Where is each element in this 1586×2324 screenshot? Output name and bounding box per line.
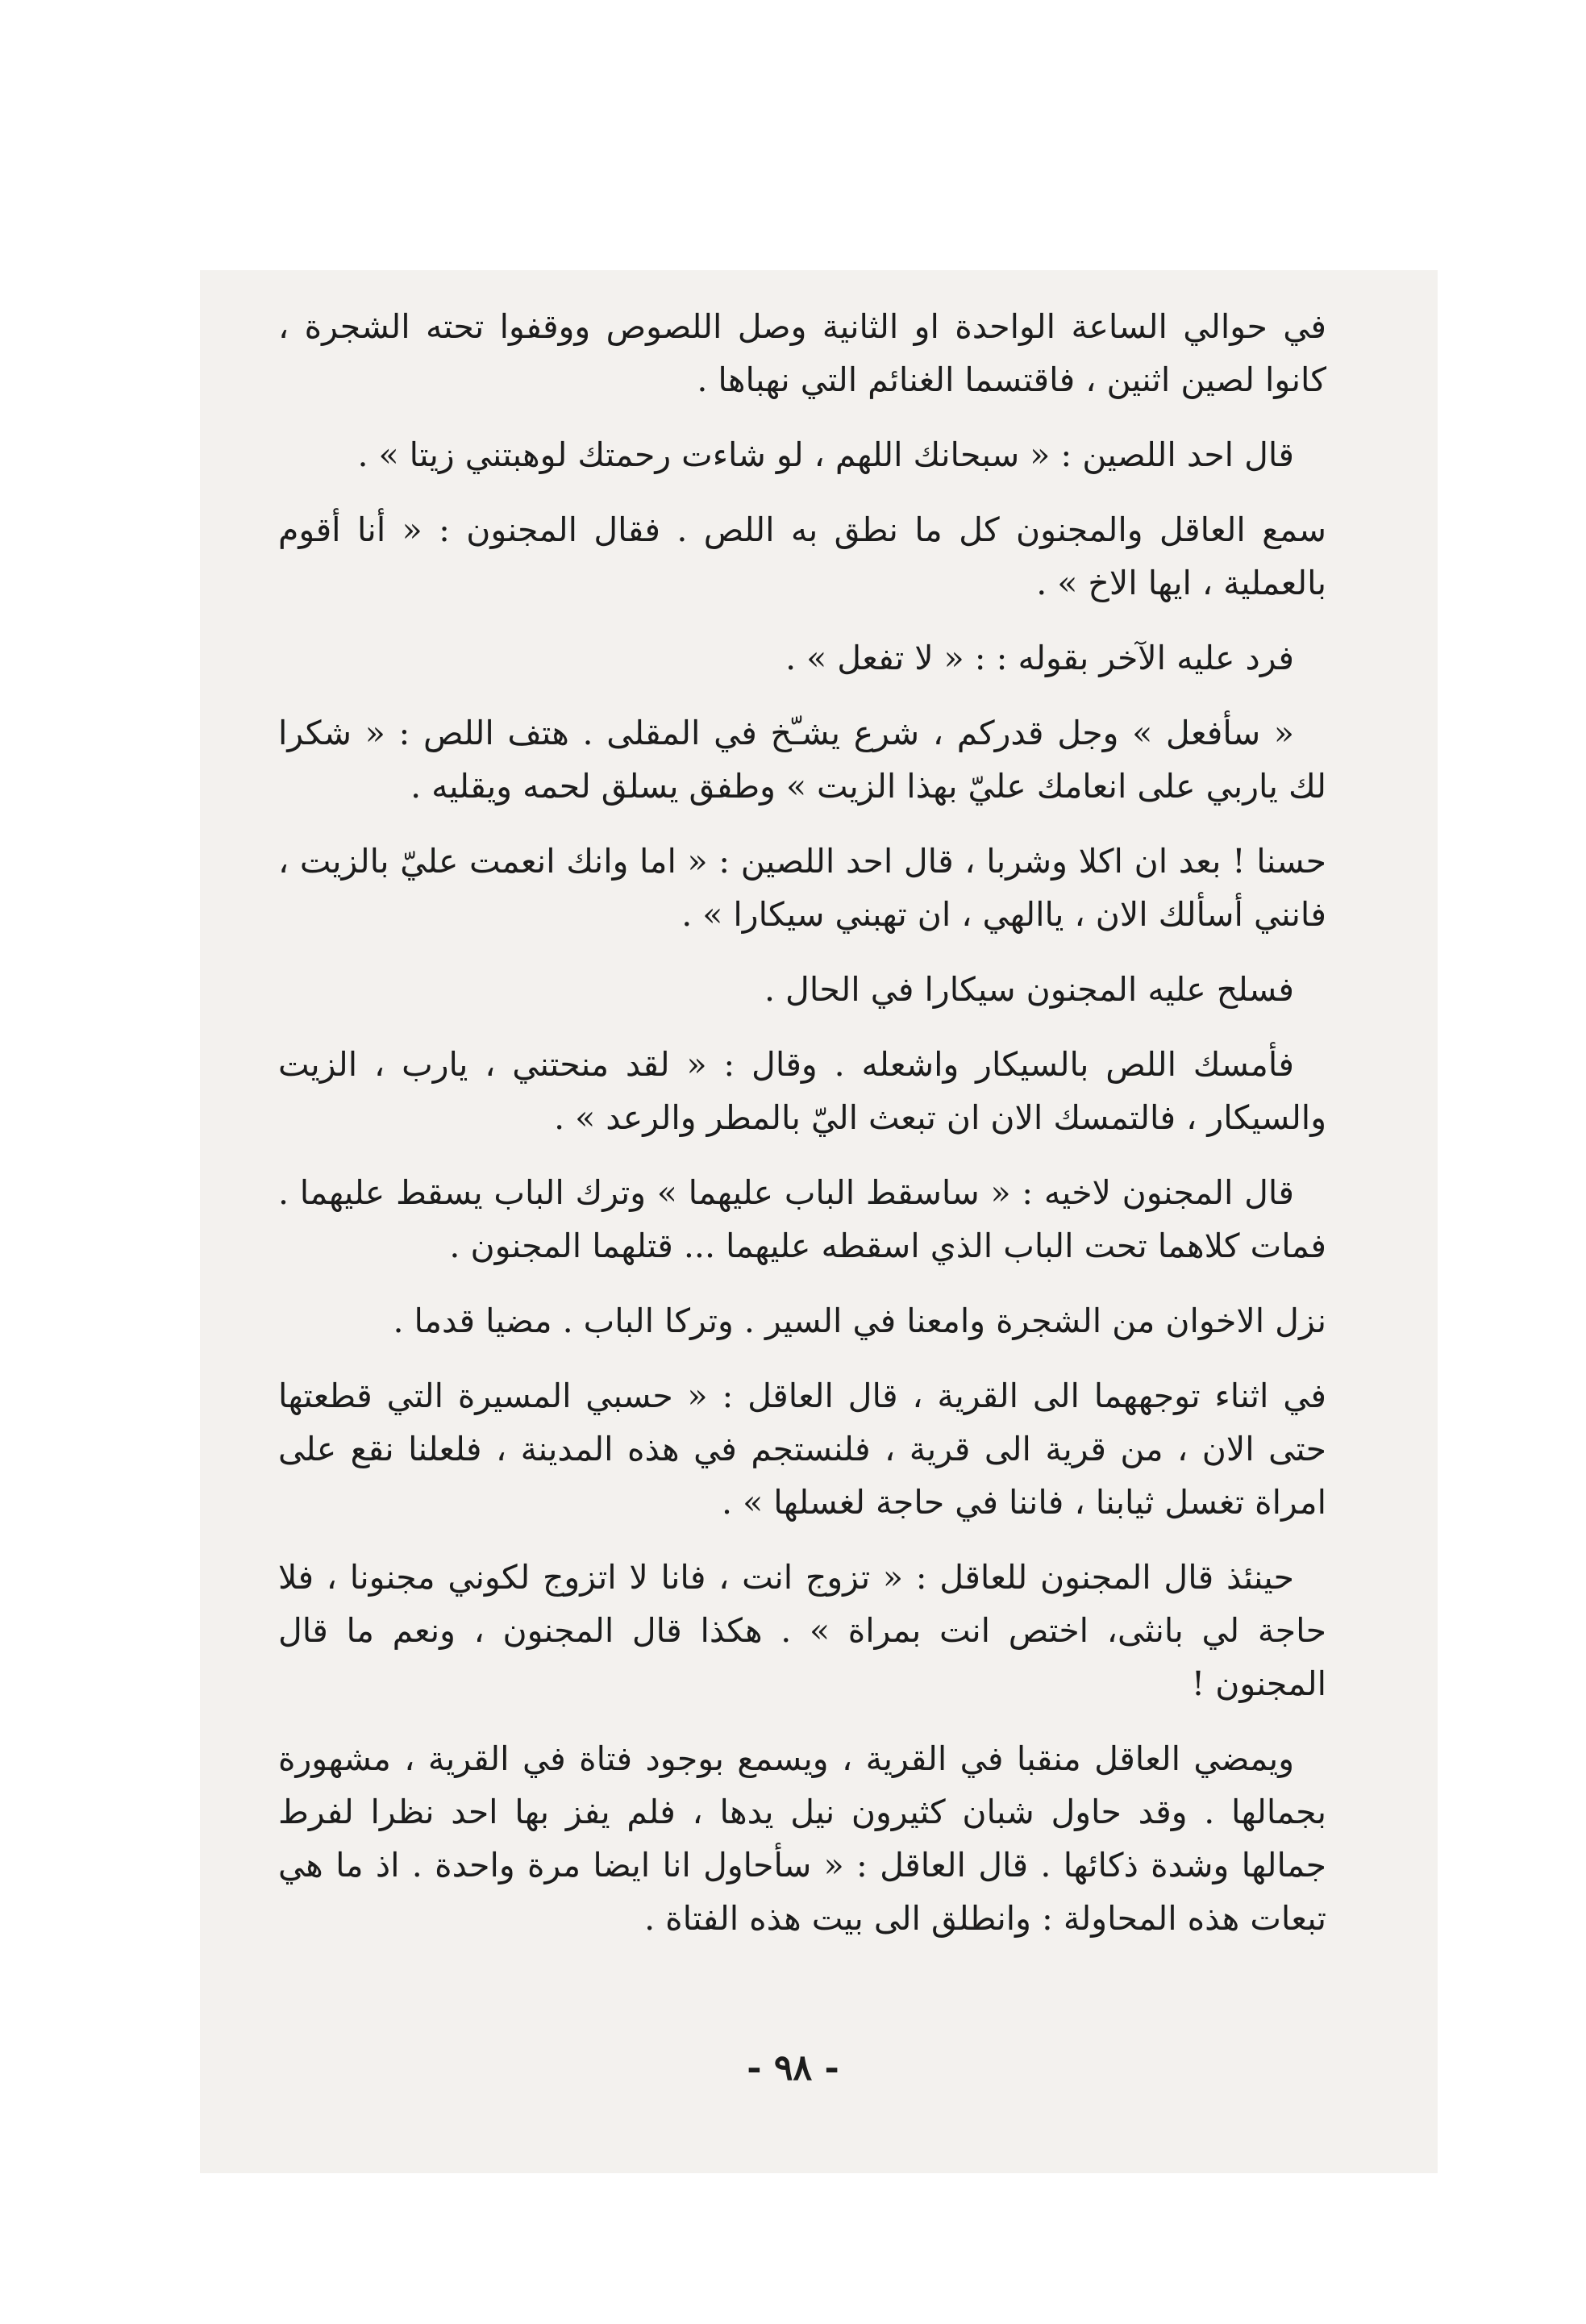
paragraph-9: قال المجنون لاخيه : « ساسقط الباب عليهما » وترك الباب يسقط عليهما . فمات كلاهما تحت الباب الذي اسقطه عليهما ... قتلهما المجنون . <box>278 1173 1326 1265</box>
paragraph-11: في اثناء توجههما الى القرية ، قال العاقل : « حسبي المسيرة التي قطعتها حتى الان ، من قرية الى قرية ، فلنستجم في هذه المدينة ، فلعلنا نقع على امراة تغسل ثيابنا ، فاننا في حاجة لغسلها » . <box>278 1376 1326 1522</box>
paragraph-4: فرد عليه الآخر بقوله : : « لا تفعل » . <box>785 639 1294 677</box>
page-number: - ٩٨ - <box>747 2047 839 2089</box>
paragraph-5: « سأفعل » وجل قدركم ، شرع يشـّخ في المقلى . هتف اللص : « شكرا لك ياربي على انعامك عليّ بهذا الزيت » وطفق يسلق لحمه ويقليه . <box>278 714 1326 806</box>
paragraph-2: قال احد اللصين : « سبحانك اللهم ، لو شاءت رحمتك لوهبتني زيتا » . <box>357 435 1294 474</box>
paragraph-12: حينئذ قال المجنون للعاقل : « تزوج انت ، فانا لا اتزوج لكوني مجنونا ، فلا حاجة لي بانثى، اختص انت بمراة » . هكذا قال المجنون ، ونعم ما قال المجنون ! <box>278 1558 1326 1703</box>
paragraph-13: ويمضي العاقل منقبا في القرية ، ويسمع بوجود فتاة في القرية ، مشهورة بجمالها . وقد حاول شبان كثيرون نيل يدها ، فلم يفز بها احد نظرا لفرط جمالها وشدة ذكائها . قال العاقل : « سأحاول انا ايضا مرة واحدة . اذ ما هي تبعات هذه المحاولة : وانطلق الى بيت هذه الفتاة . <box>278 1739 1326 1938</box>
paragraph-10: نزل الاخوان من الشجرة وامعنا في السير . وتركا الباب . مضيا قدما . <box>393 1302 1326 1340</box>
body-text <box>278 300 1326 1967</box>
paragraph-1: في حوالي الساعة الواحدة او الثانية وصل اللصوص ووقفوا تحته الشجرة ، كانوا لصين اثنين ، فاقتسما الغنائم التي نهباها . <box>278 307 1326 399</box>
paragraph-8: فأمسك اللص بالسيكار واشعله . وقال : « لقد منحتني ، يارب ، الزيت والسيكار ، فالتمسك الان ان تبعث اليّ بالمطر والرعد » . <box>278 1045 1326 1137</box>
paragraph-6: حسنا ! بعد ان اكلا وشربا ، قال احد اللصين : « اما وانك انعمت عليّ بالزيت ، فانني أسألك الان ، ياالهي ، ان تهبني سيكارا » . <box>278 842 1326 934</box>
paragraph-7: فسلح عليه المجنون سيكارا في الحال . <box>764 970 1294 1009</box>
paragraph-3: سمع العاقل والمجنون كل ما نطق به اللص . فقال المجنون : « أنا أقوم بالعملية ، ايها الاخ » . <box>278 510 1326 602</box>
